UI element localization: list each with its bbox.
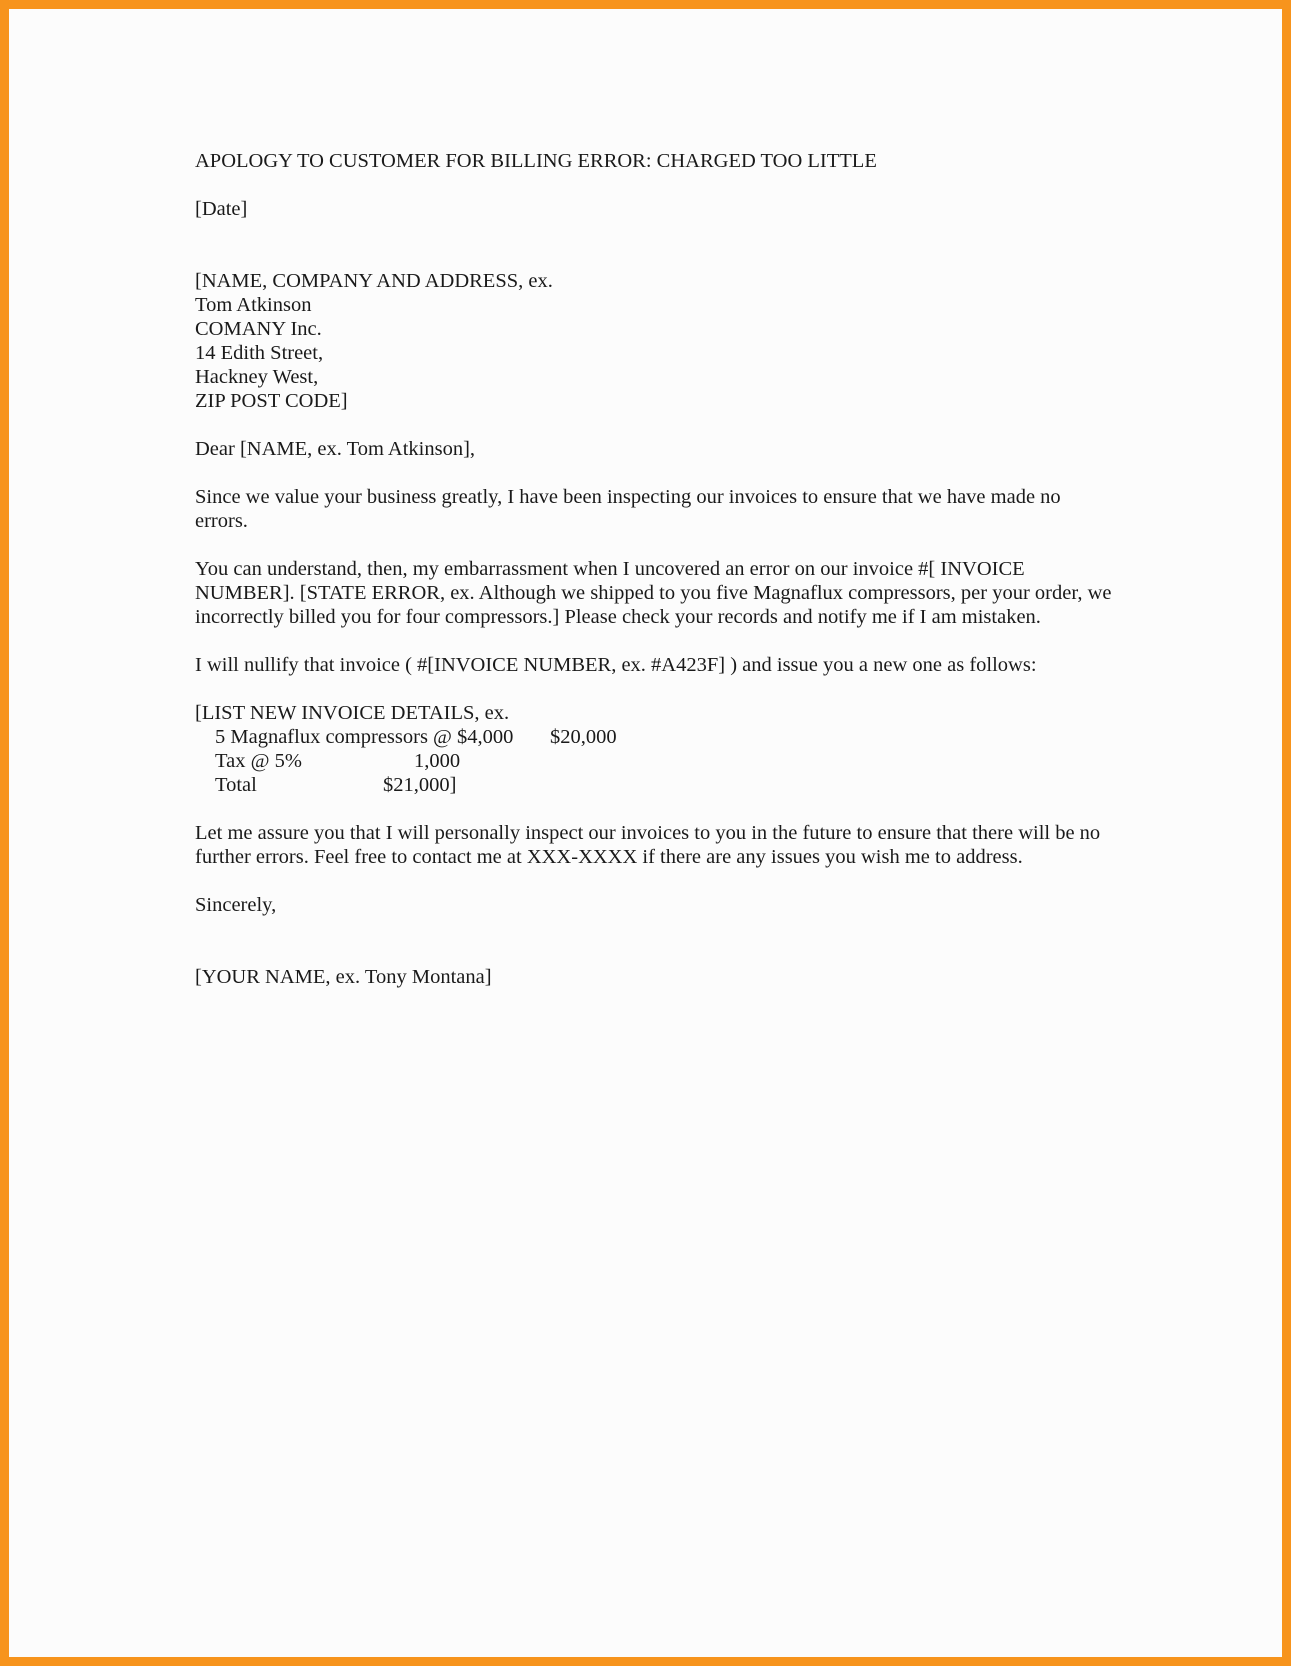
- invoice-row-amount: 1,000: [414, 750, 461, 772]
- invoice-row: [195, 725, 1115, 749]
- spacer: [195, 869, 1115, 893]
- spacer: [195, 221, 1115, 269]
- spacer: [195, 677, 1115, 701]
- invoice-details: [195, 701, 1115, 797]
- paragraph-assurance: Let me assure you that I will personally inspect our invoices to you in the future to ensure that there will be no further errors. Feel free to contact me at XXX-XXXX if there are any issues you wish me to address.: [195, 822, 1101, 868]
- invoice-row: [195, 773, 1115, 797]
- closing: Sincerely,: [195, 894, 277, 916]
- salutation: Dear [NAME, ex. Tom Atkinson],: [195, 438, 476, 460]
- invoice-row-label: Total: [215, 774, 257, 796]
- letter-content: [195, 149, 1115, 989]
- letter-title: APOLOGY TO CUSTOMER FOR BILLING ERROR: CHARGED TOO LITTLE: [195, 150, 877, 172]
- invoice-row-amount: $20,000: [550, 726, 617, 748]
- address-line: 14 Edith Street,: [195, 342, 324, 364]
- spacer: [195, 173, 1115, 197]
- recipient-address: [195, 269, 1115, 413]
- paragraph-error-description: You can understand, then, my embarrassment when I uncovered an error on our invoice #[ INVOICE NUMBER]. [STATE ERROR, ex. Although we shipped to you five Magnaflux compressors, per your order, we incorrectly billed you for four compressors.] Please check your records and notify me if I am mistaken.: [195, 558, 1112, 628]
- spacer: [195, 629, 1115, 653]
- address-line: Tom Atkinson: [195, 294, 312, 316]
- invoice-row-label: Tax @ 5%: [215, 750, 302, 772]
- invoice-row-amount: $21,000]: [383, 774, 457, 796]
- address-line: ZIP POST CODE]: [195, 390, 348, 412]
- letter-date: [Date]: [195, 198, 248, 220]
- address-line: Hackney West,: [195, 366, 319, 388]
- spacer: [195, 413, 1115, 437]
- paragraph-value-business: Since we value your business greatly, I have been inspecting our invoices to ensure that we have made no errors.: [195, 486, 1061, 532]
- invoice-row-label: 5 Magnaflux compressors @ $4,000: [215, 726, 514, 748]
- address-line: COMANY Inc.: [195, 318, 322, 340]
- spacer: [195, 533, 1115, 557]
- spacer: [195, 797, 1115, 821]
- paragraph-nullify-invoice: I will nullify that invoice ( #[INVOICE NUMBER, ex. #A423F] ) and issue you a new one as follows:: [195, 654, 1037, 676]
- spacer: [195, 461, 1115, 485]
- signature: [YOUR NAME, ex. Tony Montana]: [195, 966, 492, 988]
- address-line: [NAME, COMPANY AND ADDRESS, ex.: [195, 270, 553, 292]
- invoice-heading: [LIST NEW INVOICE DETAILS, ex.: [195, 702, 510, 724]
- invoice-row: [195, 749, 1115, 773]
- spacer: [195, 917, 1115, 965]
- letter-page: [9, 9, 1282, 1657]
